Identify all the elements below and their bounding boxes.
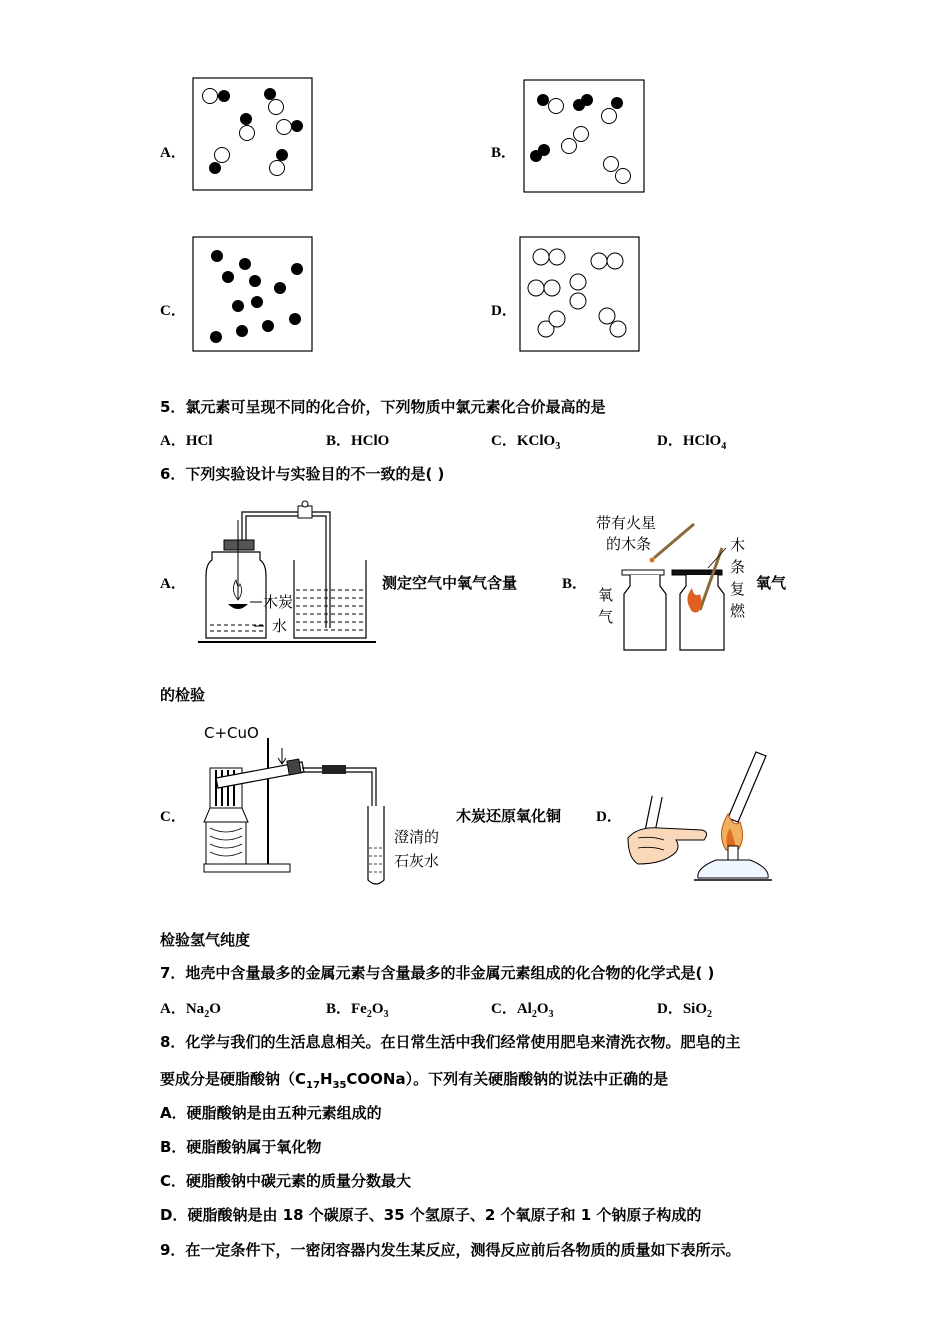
- q4-option-a-label[interactable]: A．: [160, 145, 186, 161]
- q5-option-a[interactable]: A．HCl: [160, 433, 213, 449]
- q6b-oxygen-label-1: 氧: [598, 586, 614, 604]
- q6-option-a-apparatus: [194, 500, 380, 646]
- q6-question: 6．下列实验设计与实验目的不一致的是( ): [160, 465, 445, 483]
- q6b-relight-label-2: 条: [730, 558, 746, 576]
- q6-option-b-apparatus: [590, 508, 755, 656]
- q6-option-c-apparatus: [196, 718, 458, 890]
- q6c-reagent-label: C+CuO: [204, 724, 259, 742]
- q6-option-b-label[interactable]: B．: [562, 576, 588, 592]
- q6-option-d-apparatus: [624, 746, 780, 884]
- q9-question: 9．在一定条件下，一密闭容器内发生某反应，测得反应前后各物质的质量如下表所示。: [160, 1241, 741, 1259]
- q7-option-d[interactable]: D．SiO$_2$: [657, 1001, 713, 1020]
- q6c-limewater-label-2: 石灰水: [394, 852, 440, 870]
- q7-option-b[interactable]: B．$Fe_2O_3$: [326, 1001, 389, 1020]
- q7-question: 7．地壳中含量最多的金属元素与含量最多的非金属元素组成的化合物的化学式是( ): [160, 964, 715, 982]
- q4-option-d-label[interactable]: D．: [491, 303, 517, 319]
- q4-option-a-diagram: [192, 77, 313, 191]
- q5-option-c[interactable]: C．KClO$_3$: [491, 433, 561, 452]
- q6-option-a-label[interactable]: A．: [160, 576, 186, 592]
- q6b-relight-label-1: 木: [730, 536, 746, 554]
- q6c-limewater-label-1: 澄清的: [394, 828, 440, 846]
- q6-option-d-label[interactable]: D．: [596, 809, 622, 825]
- q4-option-d-diagram: [519, 236, 640, 352]
- q5-option-b[interactable]: B．HClO: [326, 433, 390, 449]
- q6a-water-label: 水: [272, 617, 288, 635]
- q4-option-b-diagram: [523, 79, 645, 193]
- q4-option-c-label[interactable]: C．: [160, 303, 186, 319]
- q6b-oxygen-label-2: 气: [598, 608, 614, 626]
- q8-option-d[interactable]: D．硬脂酸钠是由 18 个碳原子、35 个氢原子、2 个氧原子和 1 个钠原子构成的: [160, 1206, 702, 1224]
- q4-option-c-diagram: [192, 236, 313, 352]
- q8-option-a[interactable]: A．硬脂酸钠是由五种元素组成的: [160, 1104, 382, 1122]
- q6-option-a-caption: 测定空气中氧气含量: [382, 574, 518, 592]
- q6-option-c-label[interactable]: C．: [160, 809, 186, 825]
- q8-question-line-2: 要成分是硬脂酸钠$(C_{17}H_{35}COONa)$。下列有关硬脂酸钠的说法中正确的是: [160, 1070, 669, 1091]
- q8-option-b[interactable]: B．硬脂酸钠属于氧化物: [160, 1138, 322, 1156]
- q5-option-d[interactable]: D．HClO$_4$: [657, 433, 727, 452]
- q8-option-c[interactable]: C．硬脂酸钠中碳元素的质量分数最大: [160, 1172, 412, 1190]
- q6b-stick-label-2: 的木条: [606, 535, 652, 553]
- q6a-charcoal-label: 木炭: [263, 593, 294, 611]
- q6-option-c-caption: 木炭还原氧化铜: [456, 807, 562, 825]
- q8-question-line-1: 8．化学与我们的生活息息相关。在日常生活中我们经常使用肥皂来清洗衣物。肥皂的主: [160, 1033, 741, 1051]
- q7-option-a[interactable]: A．$Na_2O$: [160, 1001, 221, 1020]
- q6b-relight-label-3: 复: [730, 580, 746, 598]
- q6-option-b-caption: 氧气: [756, 574, 787, 592]
- q6b-relight-label-4: 燃: [730, 602, 746, 620]
- q6-option-d-caption: 检验氢气纯度: [160, 931, 251, 949]
- q4-option-b-label[interactable]: B．: [491, 145, 517, 161]
- q7-option-c[interactable]: C．$Al_2O_3$: [491, 1001, 554, 1020]
- q6b-stick-label-1: 带有火星: [596, 514, 657, 532]
- q5-question: 5．氯元素可呈现不同的化合价，下列物质中氯元素化合价最高的是: [160, 398, 606, 416]
- q6-option-b-caption-cont: 的检验: [160, 686, 206, 704]
